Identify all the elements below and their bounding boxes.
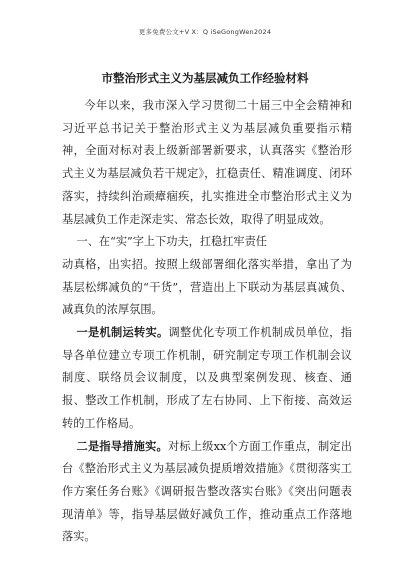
section-1-item-2: [62, 436, 352, 550]
item-2-lead: 二是指导措施实。: [76, 439, 168, 453]
document-title: 市整治形式主义为基层减负工作经验材料: [101, 71, 309, 85]
header-note: 更多免费公文+V X：Q iSeGongWen2024: [138, 28, 272, 36]
item-1-text: 调整优化专项工作机制成员单位，指导各单位建立专项工作机制，研究制定专项工作机制会议制度、联络员会议制度，以及典型案例发现、核查、通报、整改工作机制，形成了左右协同、上下衔接、高效运转的工作格局。: [62, 326, 352, 430]
item-1-lead: 一是机制运转实。: [76, 326, 169, 340]
section-1-continuation: 动真格，出实招。按照上级部署细化落实举措，拿出了为基层松绑减负的“干货”，营造出上下联动为基层真减负、减真负的浓厚氛围。: [62, 257, 352, 317]
section-1-heading: 一、在“实”字上下功夫，扛稳扛牢责任: [76, 235, 267, 249]
document-body: [62, 95, 352, 549]
intro-paragraph: 今年以来，我市深入学习贯彻二十届三中全会精神和习近平总书记关于整治形式主义为基层减负重要指示精神，全面对标对表上级新部署新要求，认真落实《整治形式主义为基层减负若干规定》，扛稳责任、精准调度、闭环落实，持续纠治顽瘴痼疾，扎实推进全市整治形式主义为基层减负工作走深走实、常态长效，取得了明显成效。: [62, 99, 352, 226]
item-2-text: 对标上级xx个方面工作重点，制定出台《整治形式主义为基层减负提质增效措施》《贯彻落实工作方案任务台账》《调研报告整改落实台账》《突出问题表现清单》等，指导基层做好减负工作，推动重点工作落地落实。: [62, 439, 352, 544]
section-1-item-1: [62, 322, 352, 436]
